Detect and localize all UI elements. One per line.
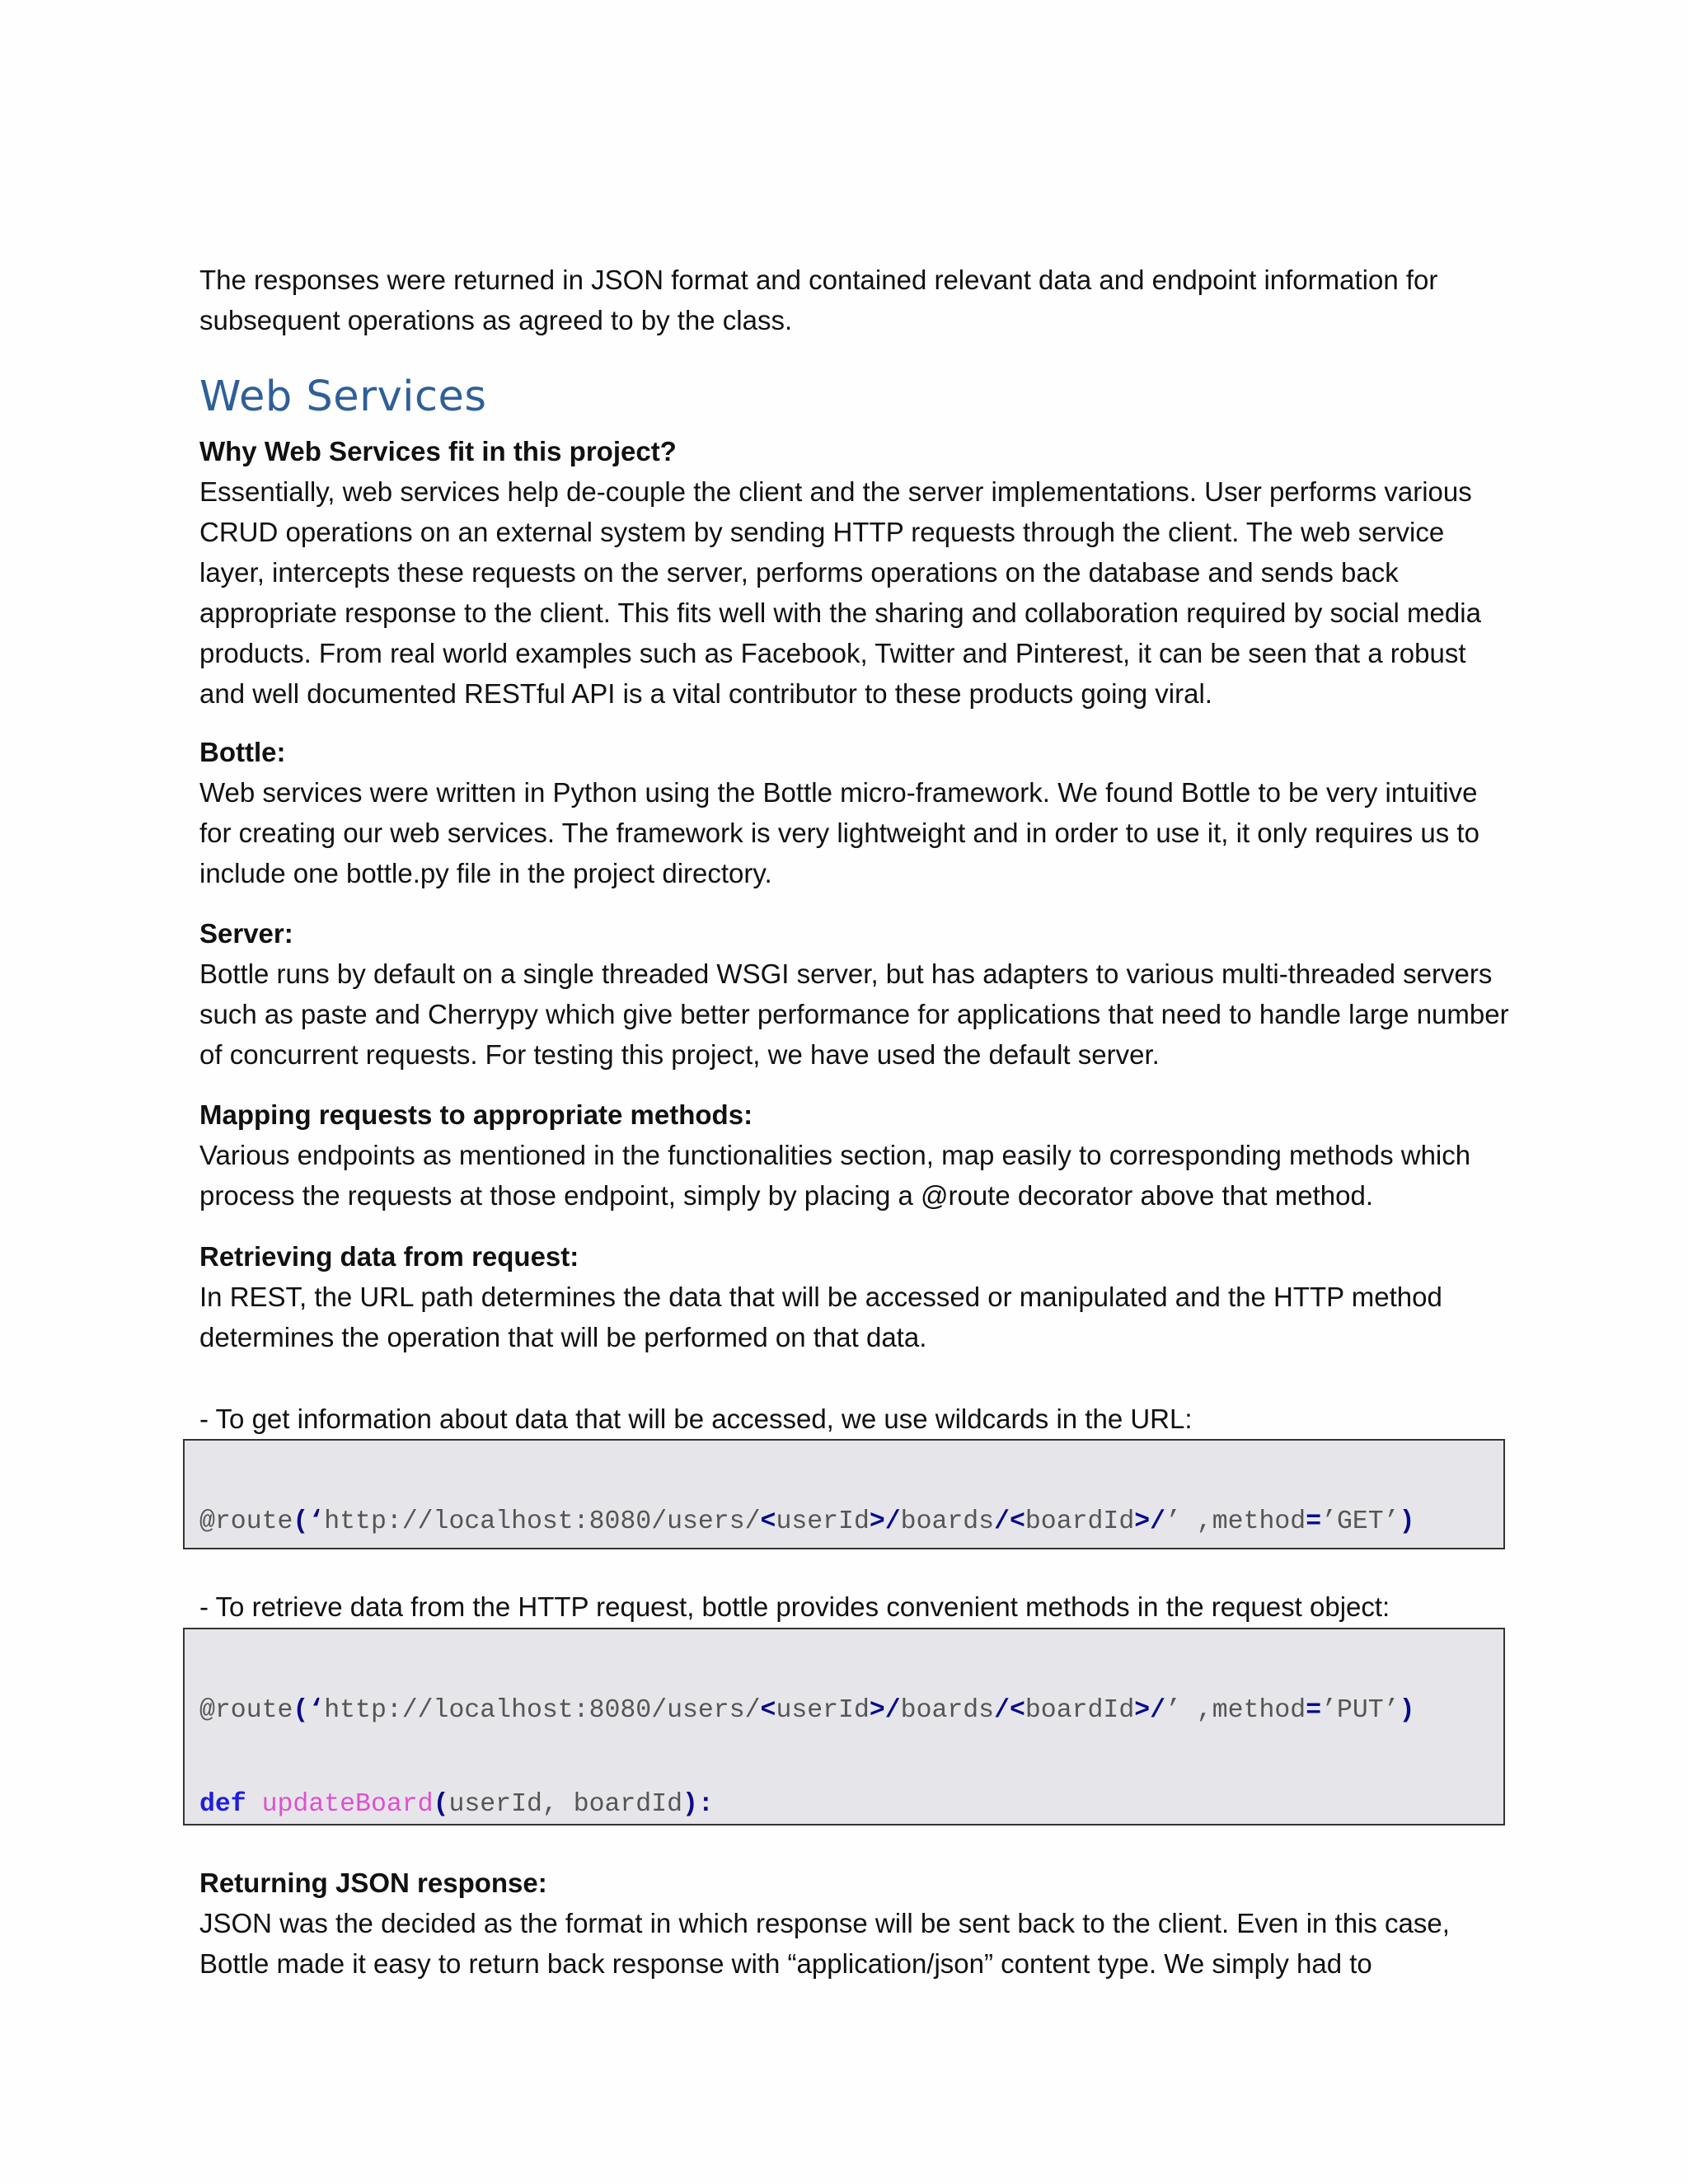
mapping-body: Various endpoints as mentioned in the functionalities section, map easily to corresponding methods which process the requests at those endpoint, simply by placing a @route decorator above that method.	[199, 1140, 1471, 1211]
code-token: ’	[1165, 1696, 1181, 1725]
code-token: <	[760, 1696, 776, 1725]
code-token: =	[1306, 1507, 1322, 1536]
why-section	[199, 431, 1510, 714]
code-token: (	[433, 1790, 449, 1819]
function-name-token: updateBoard	[261, 1790, 434, 1819]
retrieving-section	[199, 1236, 1510, 1357]
section-title: Web Services	[199, 373, 487, 421]
returning-section	[199, 1863, 1510, 1984]
keyword-token: def	[199, 1790, 246, 1819]
code-block-put	[183, 1628, 1505, 1825]
code-token: )	[1399, 1696, 1415, 1725]
server-body: Bottle runs by default on a single threaded WSGI server, but has adapters to various multi-threaded servers such as paste and Cherrypy which give better performance for applications that need to handle large number of concurrent requests. For testing this project, we have used the default server.	[199, 958, 1509, 1070]
bottle-heading: Bottle:	[199, 737, 286, 767]
code-token: boardId	[1025, 1696, 1135, 1725]
code-token: >/	[869, 1507, 901, 1536]
code-token: boards	[900, 1507, 995, 1536]
code-token: userId, boardId	[448, 1790, 683, 1819]
url-token: http://localhost:8080/users/	[324, 1696, 761, 1725]
code2-caption: - To retrieve data from the HTTP request, bottle provides convenient methods in the request object:	[199, 1591, 1390, 1622]
code-token: boardId	[1025, 1507, 1135, 1536]
code-token: (‘	[293, 1696, 325, 1725]
code-block-get	[183, 1439, 1505, 1549]
retrieving-heading: Retrieving data from request:	[199, 1241, 579, 1272]
code-token: <	[760, 1507, 776, 1536]
mapping-heading: Mapping requests to appropriate methods:	[199, 1099, 753, 1130]
code1-caption: - To get information about data that will be accessed, we use wildcards in the URL:	[199, 1404, 1193, 1434]
decorator-token: @route	[199, 1696, 293, 1725]
code-token: userId	[776, 1507, 870, 1536]
code-token: /<	[994, 1507, 1025, 1536]
code-token: /<	[994, 1696, 1025, 1725]
code-token: ’GET’	[1321, 1507, 1400, 1536]
mapping-section	[199, 1094, 1510, 1216]
bottle-section	[199, 732, 1510, 893]
code-token: ,method	[1180, 1507, 1306, 1536]
why-heading: Why Web Services fit in this project?	[199, 436, 677, 466]
code-token: >/	[1134, 1507, 1166, 1536]
why-body: Essentially, web services help de-couple the client and the server implementations. User performs various CRUD operations on an external system by sending HTTP requests through the client. The web service layer, intercepts these requests on the server, performs operations on the database and sends back appropriate response to the client. This fits well with the sharing and collaboration required by social media products. From real world examples such as Facebook, Twitter and Pinterest, it can be seen that a robust and well documented RESTful API is a vital contributor to these products going viral.	[199, 476, 1481, 709]
intro-paragraph: The responses were returned in JSON format and contained relevant data and endpoint information for subsequent operations as agreed to by the class.	[199, 265, 1438, 335]
decorator-token: @route	[199, 1507, 293, 1536]
code-line	[199, 1507, 1503, 1538]
code-token: ):	[682, 1790, 714, 1819]
code-token: boards	[900, 1696, 995, 1725]
code-line	[199, 1789, 1503, 1821]
returning-heading: Returning JSON response:	[199, 1868, 547, 1898]
code-token: ’	[1165, 1507, 1181, 1536]
server-heading: Server:	[199, 918, 293, 949]
code-token: (‘	[293, 1507, 325, 1536]
code-token: )	[1399, 1507, 1415, 1536]
code-token: ,method	[1180, 1696, 1306, 1725]
returning-body: JSON was the decided as the format in which response will be sent back to the client. Even in this case, Bottle made it easy to return back response with “application/json” content type. We simply had to	[199, 1908, 1450, 1979]
code-token: >/	[869, 1696, 901, 1725]
retrieving-body: In REST, the URL path determines the data that will be accessed or manipulated and the HTTP method determines the operation that will be performed on that data.	[199, 1282, 1442, 1352]
code-line	[199, 1695, 1503, 1727]
code-token: >/	[1134, 1696, 1166, 1725]
code-token: userId	[776, 1696, 870, 1725]
code-token: ’PUT’	[1321, 1696, 1400, 1725]
server-section	[199, 913, 1510, 1075]
code-token: =	[1306, 1696, 1322, 1725]
url-token: http://localhost:8080/users/	[324, 1507, 761, 1536]
bottle-body: Web services were written in Python using the Bottle micro-framework. We found Bottle to be very intuitive for creating our web services. The framework is very lightweight and in order to use it, it only requires us to include one bottle.py file in the project directory.	[199, 777, 1479, 888]
